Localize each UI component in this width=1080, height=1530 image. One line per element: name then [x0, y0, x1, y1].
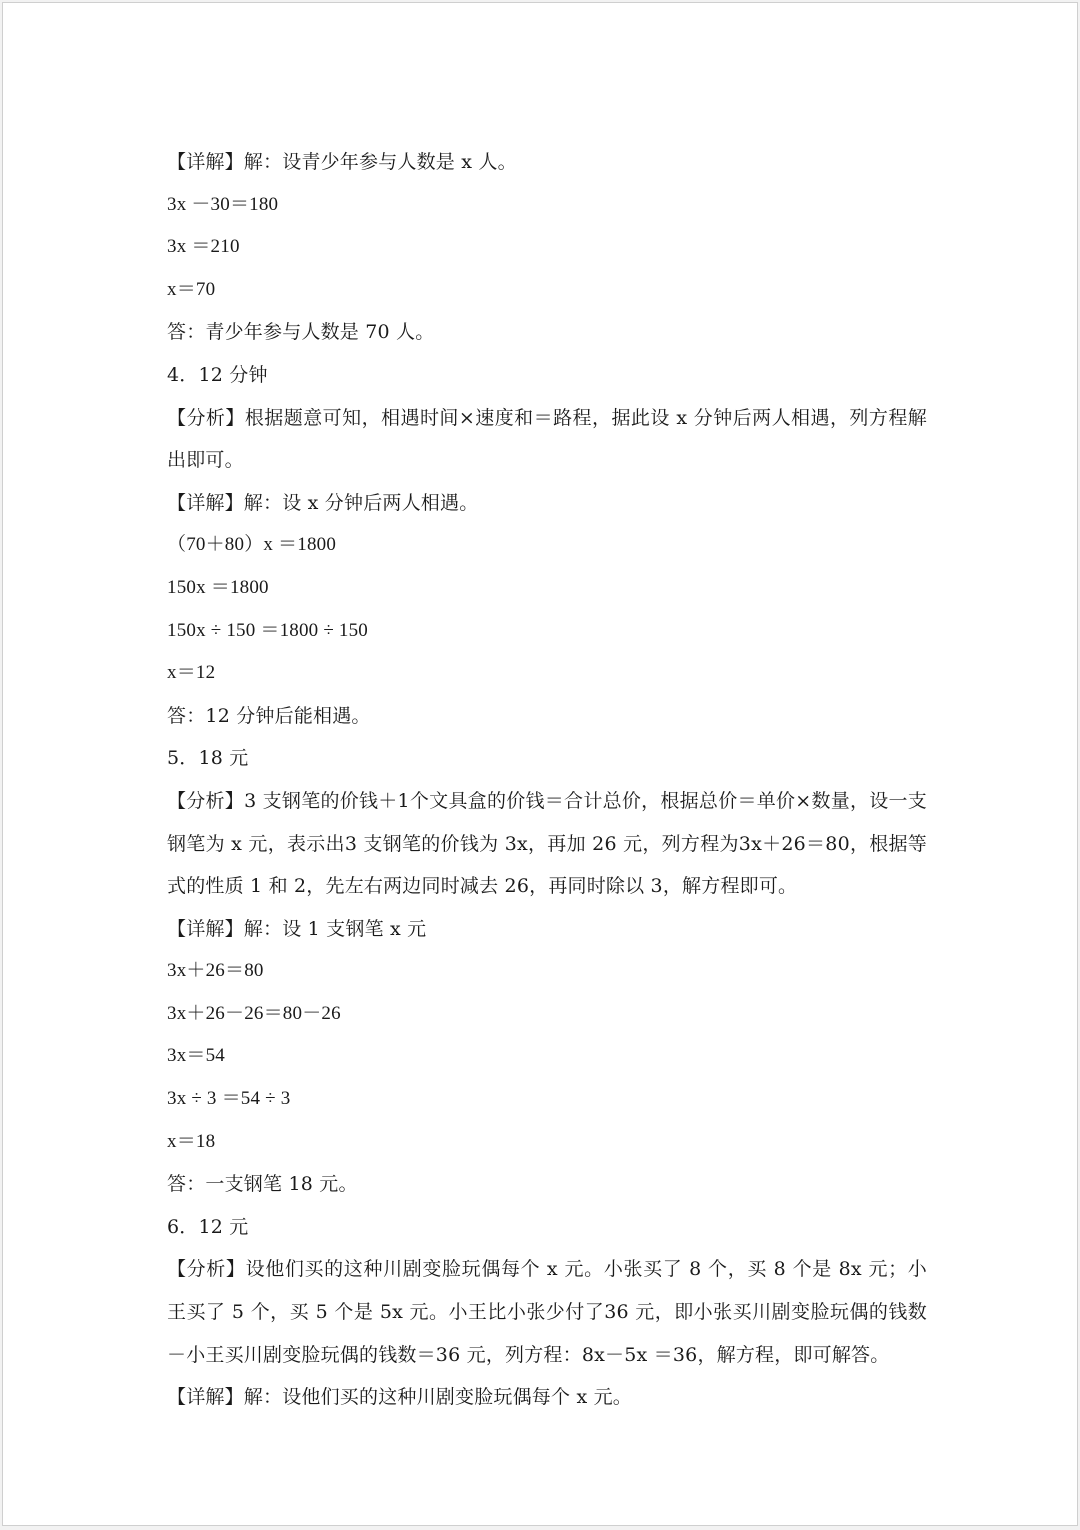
detail-heading-4: 【详解】解：设 x 分钟后两人相遇。 — [167, 491, 479, 514]
analysis-paragraph-4: 【分析】根据题意可知，相遇时间×速度和＝路程，据此设 x 分钟后两人相遇，列方程解出即可。 — [167, 406, 927, 472]
page-content — [167, 141, 927, 1419]
question-heading-6: 6．12 元 — [167, 1215, 249, 1238]
equation-line: 3x＋26＝80 — [167, 960, 264, 982]
equation-line: 3x＋26－26＝80－26 — [167, 1002, 341, 1024]
detail-heading-q3: 【详解】解：设青少年参与人数是 x 人。 — [167, 151, 517, 173]
equation-line: （70＋80）x ＝1800 — [167, 534, 337, 556]
detail-heading-6: 【详解】解：设他们买的这种川剧变脸玩偶每个 x 元。 — [167, 1386, 632, 1409]
equation-line: 3x ＝210 — [167, 236, 240, 258]
detail-heading-5: 【详解】解：设 1 支钢笔 x 元 — [167, 917, 427, 940]
equation-line: x＝18 — [167, 1130, 216, 1152]
equation-line: 150x ＝1800 — [167, 576, 269, 598]
question-heading-5: 5．18 元 — [167, 747, 249, 770]
analysis-paragraph-6: 【分析】设他们买的这种川剧变脸玩偶每个 x 元。小张买了 8 个，买 8 个是 8x 元；小王买了 5 个，买 5 个是 5x 元。小王比小张少付了36 元，即小张买川剧变脸玩偶的钱数－小王买川剧变脸玩偶的钱数＝36 元，列方程：8x－5x ＝36，解方程，即可解答。 — [167, 1258, 927, 1366]
equation-line: 3x －30＝180 — [167, 193, 279, 215]
answer-line: 答：青少年参与人数是 70 人。 — [167, 321, 435, 344]
equation-line: 3x ÷ 3 ＝54 ÷ 3 — [167, 1088, 291, 1110]
equation-line: 150x ÷ 150 ＝1800 ÷ 150 — [167, 619, 369, 641]
analysis-paragraph-5: 【分析】3 支钢笔的价钱＋1个文具盒的价钱＝合计总价，根据总价＝单价×数量，设一支钢笔为 x 元，表示出3 支钢笔的价钱为 3x，再加 26 元，列方程为3x＋26＝80，根据等式的性质 1 和 2，先左右两边同时减去 26，再同时除以 3，解方程即可。 — [167, 789, 927, 898]
equation-line: x＝70 — [167, 278, 216, 300]
answer-line: 答：一支钢笔 18 元。 — [167, 1173, 358, 1196]
equation-line: 3x＝54 — [167, 1045, 226, 1067]
document-page — [2, 2, 1078, 1526]
question-heading-4: 4．12 分钟 — [167, 363, 268, 386]
equation-line: x＝12 — [167, 662, 216, 684]
answer-line: 答：12 分钟后能相遇。 — [167, 704, 371, 727]
